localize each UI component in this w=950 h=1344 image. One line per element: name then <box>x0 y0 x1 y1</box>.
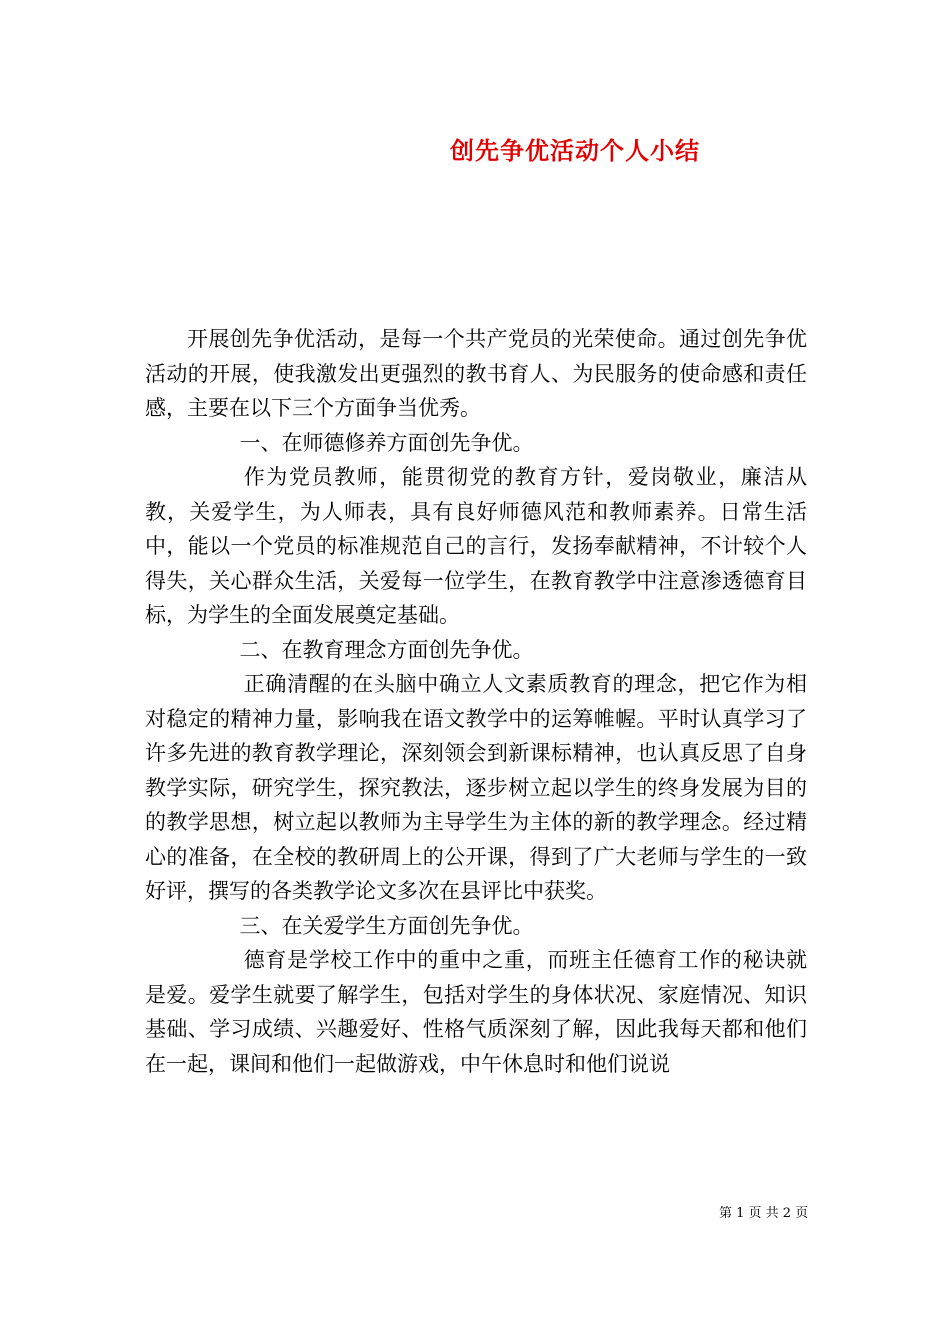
paragraph-section-2: 正确清醒的在头脑中确立人文素质教育的理念，把它作为相对稳定的精神力量，影响我在语文教学中的运筹帷幄。平时认真学习了许多先进的教育教学理论，深刻领会到新课标精神，也认真反思了自身教学实际，研究学生，探究教法，逐步树立起以学生的终身发展为目的的教学思想，树立起以教师为主导学生为主体的新的教学理念。经过精心的准备，在全校的教研周上的公开课，得到了广大老师与学生的一致好评，撰写的各类教学论文多次在县评比中获奖。 <box>145 672 807 903</box>
paragraph-intro: 开展创先争优活动，是每一个共产党员的光荣使命。通过创先争优活动的开展，使我激发出更强烈的教书育人、为民服务的使命感和责任感，主要在以下三个方面争当优秀。 <box>145 327 807 420</box>
paragraph-section-3: 德育是学校工作中的重中之重，而班主任德育工作的秘诀就是爱。爱学生就要了解学生，包括对学生的身体状况、家庭情况、知识基础、学习成绩、兴趣爱好、性格气质深刻了解，因此我每天都和他们在一起，课间和他们一起做游戏，中午休息时和他们说说 <box>145 948 807 1076</box>
document-title: 创先争优活动个人小结 <box>450 136 700 165</box>
section-heading-1: 一、在师德修养方面创先争优。 <box>239 430 534 455</box>
document-body <box>145 322 807 1081</box>
section-heading-3: 三、在关爱学生方面创先争优。 <box>239 913 534 938</box>
paragraph-section-1: 作为党员教师，能贯彻党的教育方针，爱岗敬业，廉洁从教，关爱学生，为人师表，具有良好师德风范和教师素养。日常生活中，能以一个党员的标准规范自己的言行，发扬奉献精神，不计较个人得失，关心群众生活，关爱每一位学生，在教育教学中注意渗透德育目标，为学生的全面发展奠定基础。 <box>145 465 807 627</box>
page-footer: 第 1 页 共 2 页 <box>719 1206 809 1221</box>
section-heading-2: 二、在教育理念方面创先争优。 <box>239 637 534 662</box>
